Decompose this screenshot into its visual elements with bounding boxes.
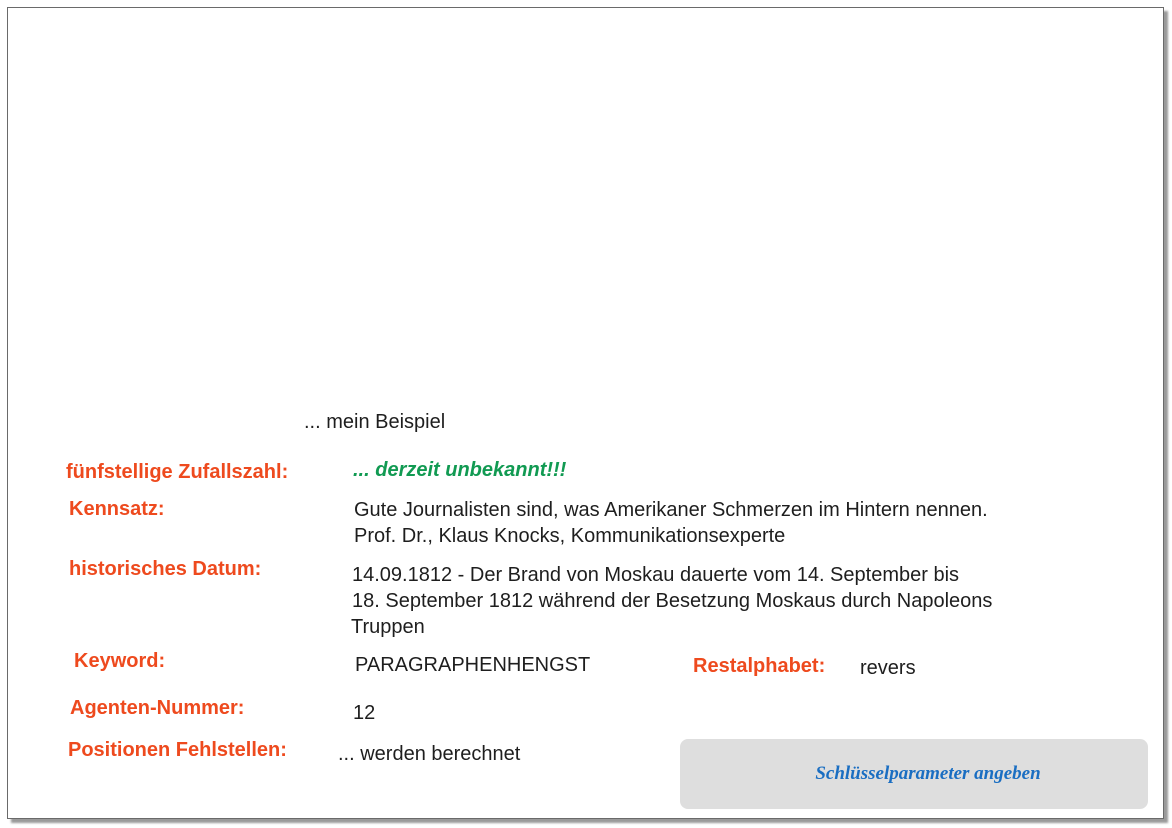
rest-alphabet-label: Restalphabet: (693, 655, 826, 677)
random-number-label: fünfstellige Zufallszahl: (66, 461, 289, 483)
historic-date-line-2: 18. September 1812 während der Besetzung Moskaus durch Napoleons (352, 590, 993, 612)
specify-key-parameters-label: Schlüsselparameter angeben (815, 763, 1041, 784)
agent-number-label: Agenten-Nummer: (70, 697, 245, 719)
gap-positions-value: ... werden berechnet (338, 743, 521, 765)
rest-alphabet-value: revers (860, 657, 916, 679)
specify-key-parameters-button[interactable] (680, 739, 1148, 809)
historic-date-label: historisches Datum: (69, 558, 262, 580)
gap-positions-label: Positionen Fehlstellen: (68, 739, 287, 761)
key-sentence-line-1: Gute Journalisten sind, was Amerikaner Schmerzen im Hintern nennen. (354, 499, 988, 521)
historic-date-line-3: Truppen (351, 616, 425, 638)
keyword-value: PARAGRAPHENHENGST (355, 654, 591, 676)
random-number-value: ... derzeit unbekannt!!! (353, 459, 567, 481)
key-sentence-line-2: Prof. Dr., Klaus Knocks, Kommunikationsexperte (354, 525, 786, 547)
key-sentence-label: Kennsatz: (69, 498, 165, 520)
historic-date-line-1: 14.09.1812 - Der Brand von Moskau dauerte vom 14. September bis (352, 564, 960, 586)
example-subtitle: ... mein Beispiel (304, 411, 446, 433)
keyword-label: Keyword: (74, 650, 166, 672)
agent-number-value: 12 (353, 702, 376, 724)
